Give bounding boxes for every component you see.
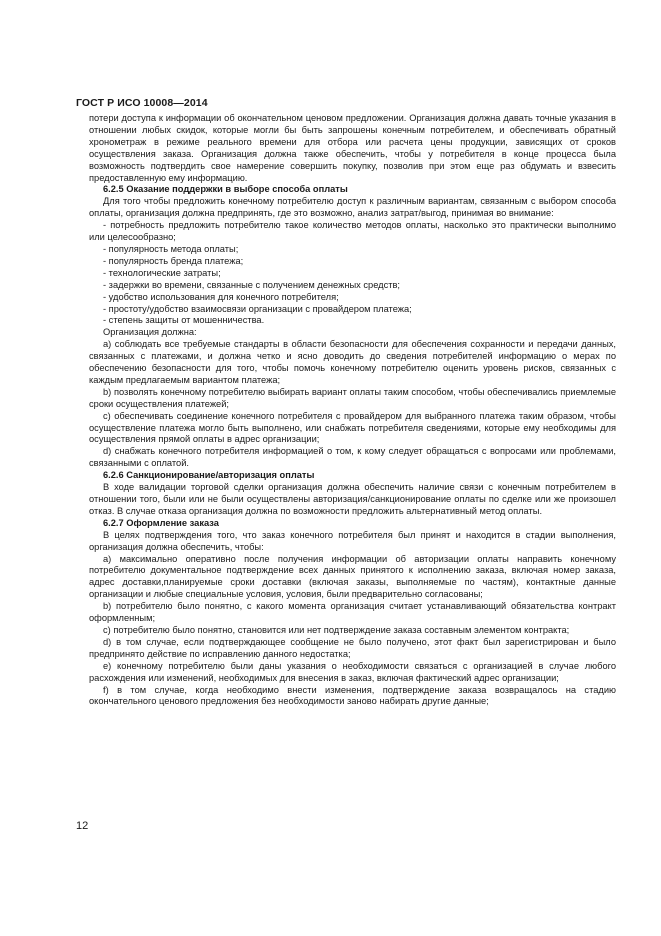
list-item: e) конечному потребителю были даны указания о необходимости связаться с организацией в случае любого расхождения или изменений, необходимых для внесения в заказ, включая фактический адрес организации;	[89, 660, 616, 683]
list-item: - технологические затраты;	[103, 267, 221, 278]
list-item: b) позволять конечному потребителю выбирать вариант оплаты таким способом, чтобы обеспечивались приемлемые сроки осуществления платежей;	[89, 386, 616, 409]
paragraph: потери доступа к информации об окончательном ценовом предложении. Организация должна давать точные указания в отношении любых скидок, которые могли бы быть запрошены конечным потребителем, и обеспечивать обратный хронометраж в режиме реального времени для отбора или расчета цены продукции, зависящих от сроков осуществления заказа. Организация должна также обеспечить, чтобы у потребителя в конце процесса была возможность подтвердить свое намерение совершить покупку, позволив при этом еще раз обдумать и взвесить предоставленную ему информацию.	[89, 113, 616, 183]
document-header: ГОСТ Р ИСО 10008—2014	[76, 97, 208, 109]
list-item: d) в том случае, если подтверждающее сообщение не было получено, этот факт был зарегистрирован и было предпринято действие по исправлению данного недостатка;	[89, 636, 616, 659]
list-item: - потребность предложить потребителю такое количество методов оплаты, насколько это практически выполнимо или целесообразно;	[89, 220, 616, 243]
section-heading: 6.2.5 Оказание поддержки в выборе способа оплаты	[103, 184, 348, 195]
list-item: - популярность бренда платежа;	[103, 255, 244, 266]
page-number: 12	[76, 820, 89, 832]
list-item: c) обеспечивать соединение конечного потребителя с провайдером для выбранного платежа таким образом, чтобы осуществление платежа могло быть выполнено, или снабжать потребителя сведениями, которые ему необходимы для осуществления прямой оплаты в адрес организации;	[89, 410, 616, 445]
list-item: - простоту/удобство взаимосвязи организации с провайдером платежа;	[103, 303, 412, 314]
list-item: - степень защиты от мошенничества.	[103, 315, 265, 326]
list-item: - популярность метода оплаты;	[103, 243, 239, 254]
document-body	[89, 113, 616, 708]
list-item: d) снабжать конечного потребителя информацией о том, к кому следует обращаться с вопросами или проблемами, связанными с оплатой.	[89, 446, 616, 469]
list-item: а) максимально оперативно после получения информации об авторизации оплаты направить конечному потребителю документальное подтверждение всех данных принятого к исполнению заказа, включая номер заказа, адрес доставки,планируемые сроки доставки (включая заказы, выполняемые по частям), контактные данные организации и любые специальные условия, условия, были предварительно согласованы;	[89, 553, 616, 600]
list-item: - задержки во времени, связанные с получением денежных средств;	[103, 279, 401, 290]
list-item: c) потребителю было понятно, становится или нет подтверждение заказа составным элементом контракта;	[103, 624, 570, 635]
list-item: f) в том случае, когда необходимо внести изменения, подтверждение заказа возвращалось на стадию окончательного ценового предложения без необходимости заново набирать другие данные;	[89, 684, 616, 707]
paragraph: В целях подтверждения того, что заказ конечного потребителя был принят и находится в стадии выполнения, организация должна обеспечить, чтобы:	[89, 529, 616, 552]
section-heading: 6.2.6 Санкционирование/авторизация оплаты	[103, 470, 315, 481]
paragraph: В ходе валидации торговой сделки организация должна обеспечить наличие связи с конечным потребителем в отношении того, были или не были осуществлены авторизация/санкционирование оплаты по сделке или же произошел отказ. В случае отказа организация должна по возможности предложить альтернативный метод оплаты.	[89, 482, 616, 516]
paragraph: Организация должна:	[103, 327, 197, 338]
section-heading: 6.2.7 Оформление заказа	[103, 517, 219, 528]
list-item: b) потребителю было понятно, с какого момента организация считает устанавливающий обязательства контракт оформленным;	[89, 601, 616, 624]
list-item: а) соблюдать все требуемые стандарты в области безопасности для обеспечения сохранности и передачи данных, связанных с платежами, и должна четко и ясно доводить до сведения потребителей информацию о мерах по обеспечению безопасности для того, чтобы помочь конечному потребителю оценить уровень рисков, связанных с каждым предлагаемым вариантом платежа;	[89, 339, 616, 385]
paragraph: Для того чтобы предложить конечному потребителю доступ к различным вариантам, связанным с выбором способа оплаты, организация должна предпринять, где это возможно, анализ затрат/выгод, принимая во внимание:	[89, 196, 616, 219]
list-item: - удобство использования для конечного потребителя;	[103, 291, 339, 302]
